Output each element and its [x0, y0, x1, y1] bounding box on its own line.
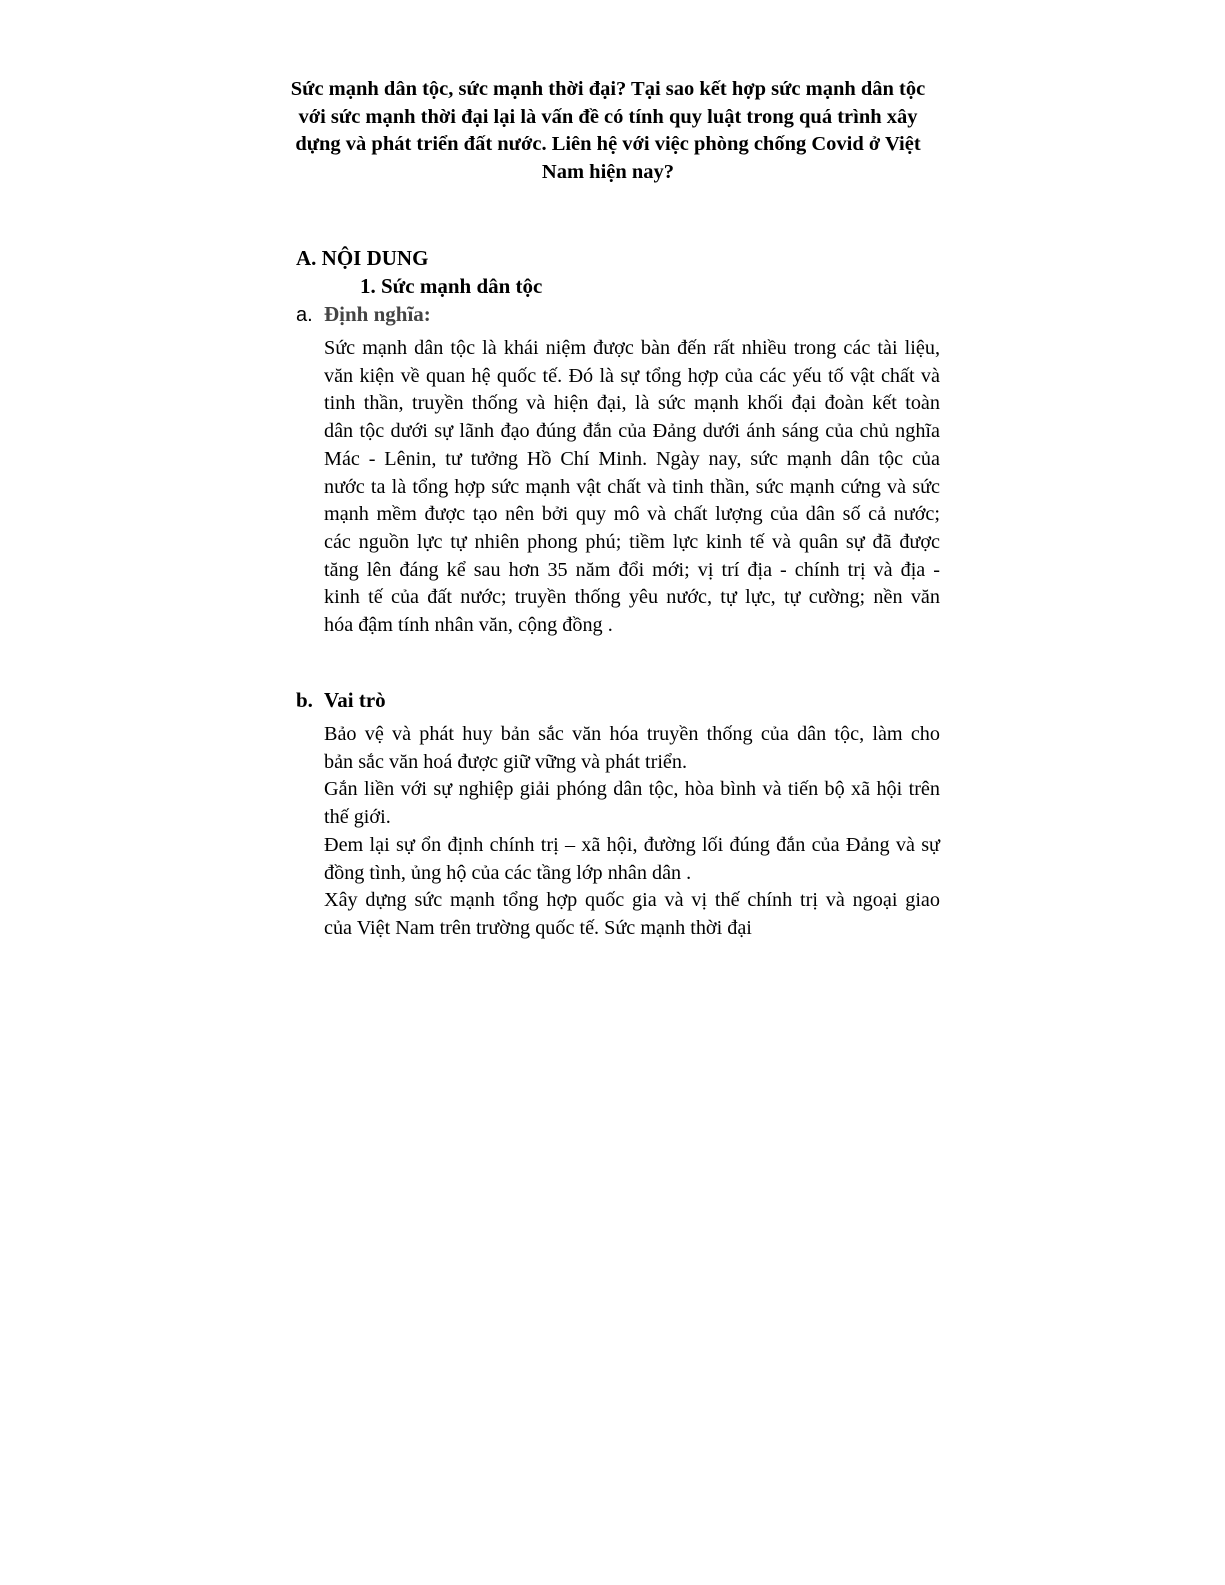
paragraph-line: Đem lại sự ổn định chính trị – xã hội, đường lối đúng đắn của Đảng và sự — [324, 833, 940, 856]
paragraph-line: bản sắc văn hoá được giữ vững và phát triển. — [324, 750, 688, 773]
paragraph-line: hóa đậm tính nhân văn, cộng đồng . — [324, 614, 613, 637]
paragraph-line: Sức mạnh dân tộc là khái niệm được bàn đến rất nhiều trong các tài liệu, — [324, 337, 940, 359]
paragraph-line: Xây dựng sức mạnh tổng hợp quốc gia và vị thế chính trị và ngoại giao — [324, 889, 940, 912]
paragraph-line: văn kiện về quan hệ quốc tế. Đó là sự tổng hợp của các yếu tố vật chất và — [324, 364, 940, 387]
paragraph-line: tinh thần, truyền thống và hiện đại, là sức mạnh khối đại đoàn kết toàn — [324, 392, 940, 415]
title-line: dựng và phát triển đất nước. Liên hệ với việc phòng chống Covid ở Việt — [295, 133, 921, 155]
item-a-heading — [296, 300, 431, 329]
paragraph-line: các nguồn lực tự nhiên phong phú; tiềm lực kinh tế và quân sự đã được — [324, 530, 940, 553]
paragraph-line: thế giới. — [324, 806, 391, 829]
document-title — [270, 76, 946, 186]
item-b-heading — [296, 686, 386, 714]
paragraph-line: đồng tình, ủng hộ của các tầng lớp nhân dân . — [324, 861, 692, 884]
paragraph-line: Gắn liền với sự nghiệp giải phóng dân tộc, hòa bình và tiến bộ xã hội trên — [324, 778, 940, 801]
title-line: Sức mạnh dân tộc, sức mạnh thời đại? Tại sao kết hợp sức mạnh dân tộc — [290, 78, 926, 100]
paragraph-line: Bảo vệ và phát huy bản sắc văn hóa truyền thống của dân tộc, làm cho — [324, 723, 940, 745]
paragraph-line: dân tộc dưới sự lãnh đạo đúng đắn của Đảng dưới ánh sáng của chủ nghĩa — [324, 420, 940, 443]
definition-paragraph — [324, 335, 940, 640]
paragraph-line: Mác - Lênin, tư tưởng Hồ Chí Minh. Ngày nay, sức mạnh dân tộc của — [324, 447, 940, 470]
paragraph-line: mạnh mềm được tạo nên bởi quy mô và chất lượng của dân số cả nước; — [324, 503, 940, 526]
item-b-marker: b. — [296, 688, 313, 712]
subsection-heading-1: 1. Sức mạnh dân tộc — [360, 274, 543, 298]
paragraph-line: của Việt Nam trên trường quốc tế. Sức mạnh thời đại — [324, 916, 752, 939]
item-b-label: Vai trò — [324, 688, 386, 712]
paragraph-line: kinh tế của đất nước; truyền thống yêu nước, tự lực, tự cường; nền văn — [324, 586, 940, 609]
paragraph-line: nước ta là tổng hợp sức mạnh vật chất và tinh thần, sức mạnh cứng và sức — [324, 475, 940, 498]
title-line: với sức mạnh thời đại lại là vấn đề có tính quy luật trong quá trình xây — [298, 105, 918, 128]
role-paragraphs — [324, 721, 940, 943]
paragraph-line: tăng lên đáng kể sau hơn 35 năm đổi mới; vị trí địa - chính trị và địa - — [324, 558, 940, 581]
section-heading-a: A. NỘI DUNG — [296, 246, 429, 270]
item-a-marker: a. — [296, 304, 313, 326]
title-line: Nam hiện nay? — [541, 160, 675, 183]
item-a-label: Định nghĩa: — [324, 302, 431, 326]
